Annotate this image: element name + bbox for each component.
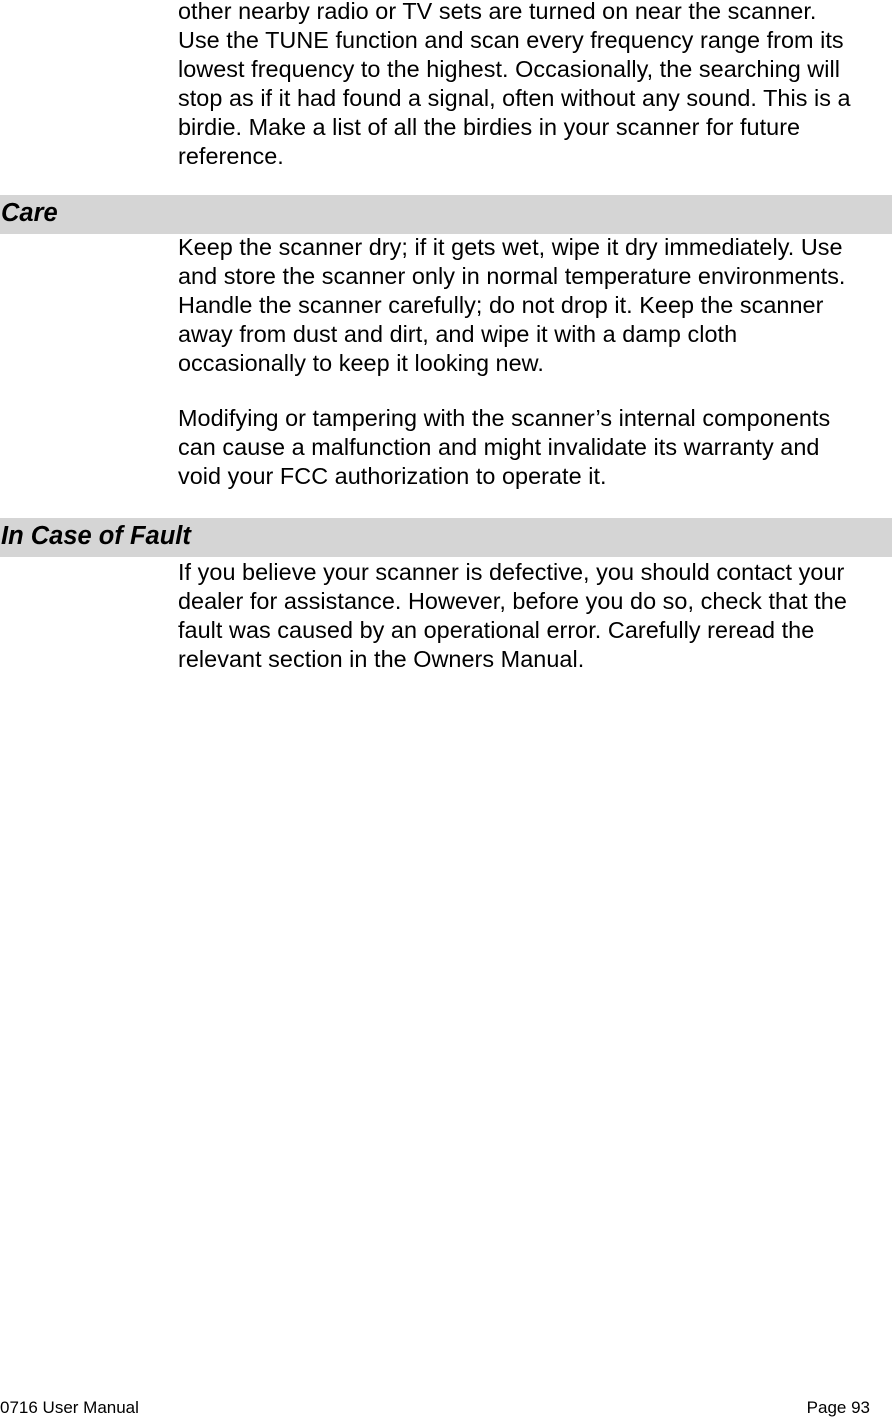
care-paragraph-1: [178, 233, 892, 378]
text-line: fault was caused by an operational error. Carefully reread the: [178, 617, 815, 643]
text-line: can cause a malfunction and might invalidate its warranty and: [178, 434, 820, 460]
text-line: occasionally to keep it looking new.: [178, 350, 544, 376]
text-line: other nearby radio or TV sets are turned on near the scanner.: [178, 0, 817, 24]
text-line: If you believe your scanner is defective, you should contact your: [178, 559, 845, 585]
care-heading: Care: [1, 199, 58, 227]
text-line: lowest frequency to the highest. Occasionally, the searching will: [178, 56, 840, 82]
text-line: dealer for assistance. However, before you do so, check that the: [178, 588, 847, 614]
text-line: birdie. Make a list of all the birdies in your scanner for future: [178, 114, 801, 140]
fault-heading: In Case of Fault: [1, 522, 191, 550]
text-line: void your FCC authorization to operate it.: [178, 463, 607, 489]
text-line: reference.: [178, 143, 284, 169]
intro-paragraph: [178, 0, 892, 171]
text-line: and store the scanner only in normal temperature environments.: [178, 263, 846, 289]
text-line: Use the TUNE function and scan every frequency range from its: [178, 27, 844, 53]
fault-paragraph: [178, 558, 892, 674]
footer-document-title: 0716 User Manual: [0, 1398, 139, 1417]
text-line: relevant section in the Owners Manual.: [178, 646, 585, 672]
care-section-header: [0, 195, 892, 234]
care-paragraph-2: [178, 404, 892, 491]
text-line: away from dust and dirt, and wipe it with a damp cloth: [178, 321, 738, 347]
fault-section-header: [0, 518, 892, 557]
text-line: Keep the scanner dry; if it gets wet, wipe it dry immediately. Use: [178, 234, 843, 260]
footer-page-number: Page 93: [806, 1398, 870, 1417]
text-line: stop as if it had found a signal, often without any sound. This is a: [178, 85, 851, 111]
text-line: Modifying or tampering with the scanner’s internal components: [178, 405, 831, 431]
text-line: Handle the scanner carefully; do not drop it. Keep the scanner: [178, 292, 824, 318]
